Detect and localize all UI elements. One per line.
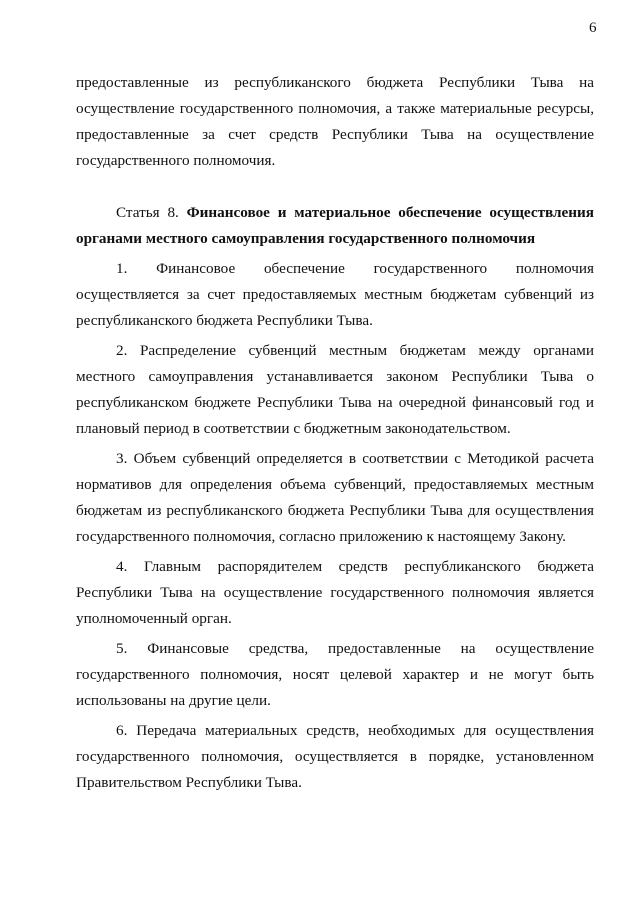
intro-paragraph: предоставленные из республиканского бюджета Республики Тыва на осуществление государственного полномочия, а также материальные ресурсы, предоставленные за счет средств Республики Тыва на осуществление государственного полномочия. (76, 74, 594, 169)
paragraph-4: 4. Главным распорядителем средств республиканского бюджета Республики Тыва на осуществление государственного полномочия является уполномоченный орган. (76, 558, 594, 627)
document-body (76, 70, 594, 796)
article-title: Финансовое и материальное обеспечение осуществления органами местного самоуправления государственного полномочия (76, 204, 595, 247)
paragraph-1: 1. Финансовое обеспечение государственного полномочия осуществляется за счет предоставляемых местным бюджетам субвенций из республиканского бюджета Республики Тыва. (76, 260, 594, 329)
article-heading (76, 200, 594, 252)
paragraph-5: 5. Финансовые средства, предоставленные на осуществление государственного полномочия, носят целевой характер и не могут быть использованы на другие цели. (76, 640, 594, 709)
page-number: 6 (589, 20, 597, 36)
paragraph-3: 3. Объем субвенций определяется в соответствии с Методикой расчета нормативов для определения объема субвенций, предоставляемых местным бюджетам из республиканского бюджета Республики Тыва для осуществления государственного полномочия, согласно приложению к настоящему Закону. (76, 450, 594, 545)
article-label: Статья 8. (116, 204, 179, 221)
paragraph-2: 2. Распределение субвенций местным бюджетам между органами местного самоуправления устанавливается законом Республики Тыва о республиканском бюджете Республики Тыва на очередной финансовый год и плановый период в соответствии с бюджетным законодательством. (76, 342, 594, 437)
paragraph-6: 6. Передача материальных средств, необходимых для осуществления государственного полномочия, осуществляется в порядке, установленном Правительством Республики Тыва. (76, 722, 594, 791)
